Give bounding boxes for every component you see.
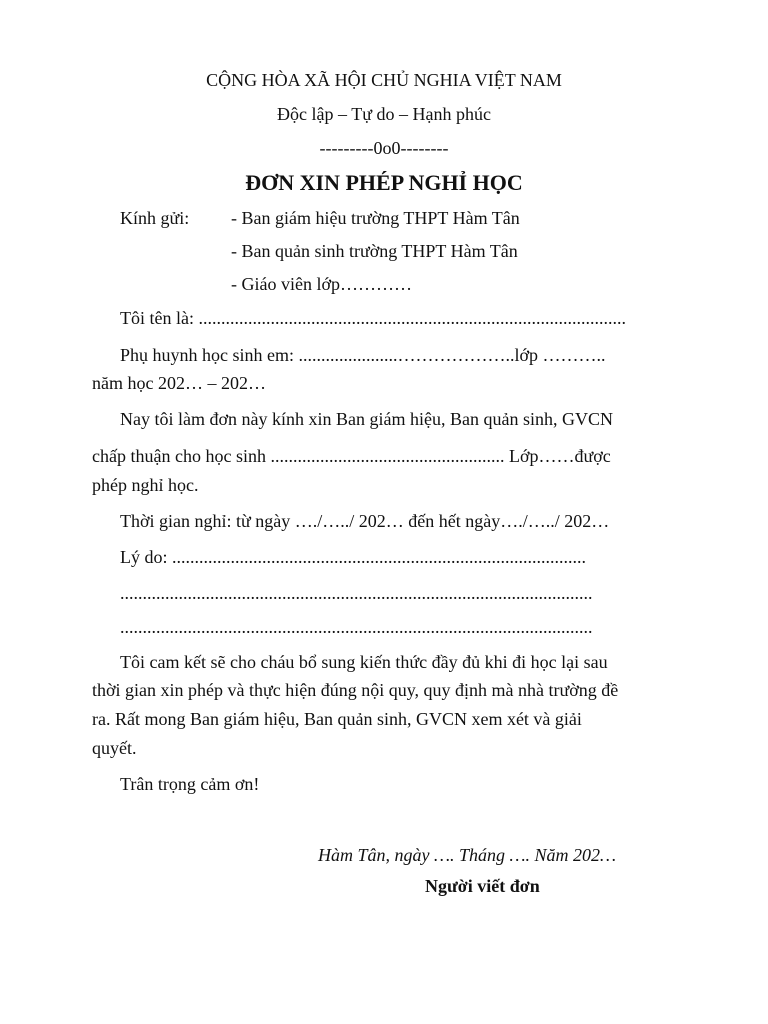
time-off-line: Thời gian nghỉ: từ ngày …./…../ 202… đến hết ngày…./…../ 202… [120,511,610,531]
commitment-line: ra. Rất mong Ban giám hiệu, Ban quản sinh, GVCN xem xét và giải [92,709,582,729]
school-year-line: năm học 202… – 202… [92,373,266,393]
recipient-item: - Ban giám hiệu trường THPT Hàm Tân [231,208,520,228]
request-line: chấp thuận cho học sinh .................................................... Lớp……được [92,446,611,466]
reason-line: ......................................................................................................... [120,617,593,637]
parent-line: Phụ huynh học sinh em: ......................………………..lớp ……….. [120,345,606,365]
commitment-line: thời gian xin phép và thực hiện đúng nội quy, quy định mà nhà trường đề [92,680,619,700]
reason-line: ......................................................................................................... [120,583,593,603]
recipient-item: - Giáo viên lớp………… [231,274,412,294]
header-separator: ---------0o0-------- [319,138,449,158]
reason-line: Lý do: ............................................................................................ [120,547,586,567]
nation-header: CỘNG HÒA XÃ HỘI CHỦ NGHIA VIỆT NAM [206,70,562,90]
name-line: Tôi tên là: ............................................................................................... [120,308,626,328]
commitment-line: Tôi cam kết sẽ cho cháu bổ sung kiến thức đầy đủ khi đi học lại sau [120,652,608,672]
request-line: Nay tôi làm đơn này kính xin Ban giám hiệu, Ban quản sinh, GVCN [120,409,613,429]
recipient-item: - Ban quản sinh trường THPT Hàm Tân [231,241,518,261]
commitment-line: quyết. [92,738,137,758]
motto: Độc lập – Tự do – Hạnh phúc [277,104,491,124]
place-date-line: Hàm Tân, ngày …. Tháng …. Năm 202… [318,845,617,865]
request-line: phép nghỉ học. [92,475,199,495]
signer-label: Người viết đơn [425,876,540,896]
document-title: ĐƠN XIN PHÉP NGHỈ HỌC [245,170,523,195]
recipient-label: Kính gửi: [120,208,190,228]
thanks-line: Trân trọng cảm ơn! [120,774,260,794]
